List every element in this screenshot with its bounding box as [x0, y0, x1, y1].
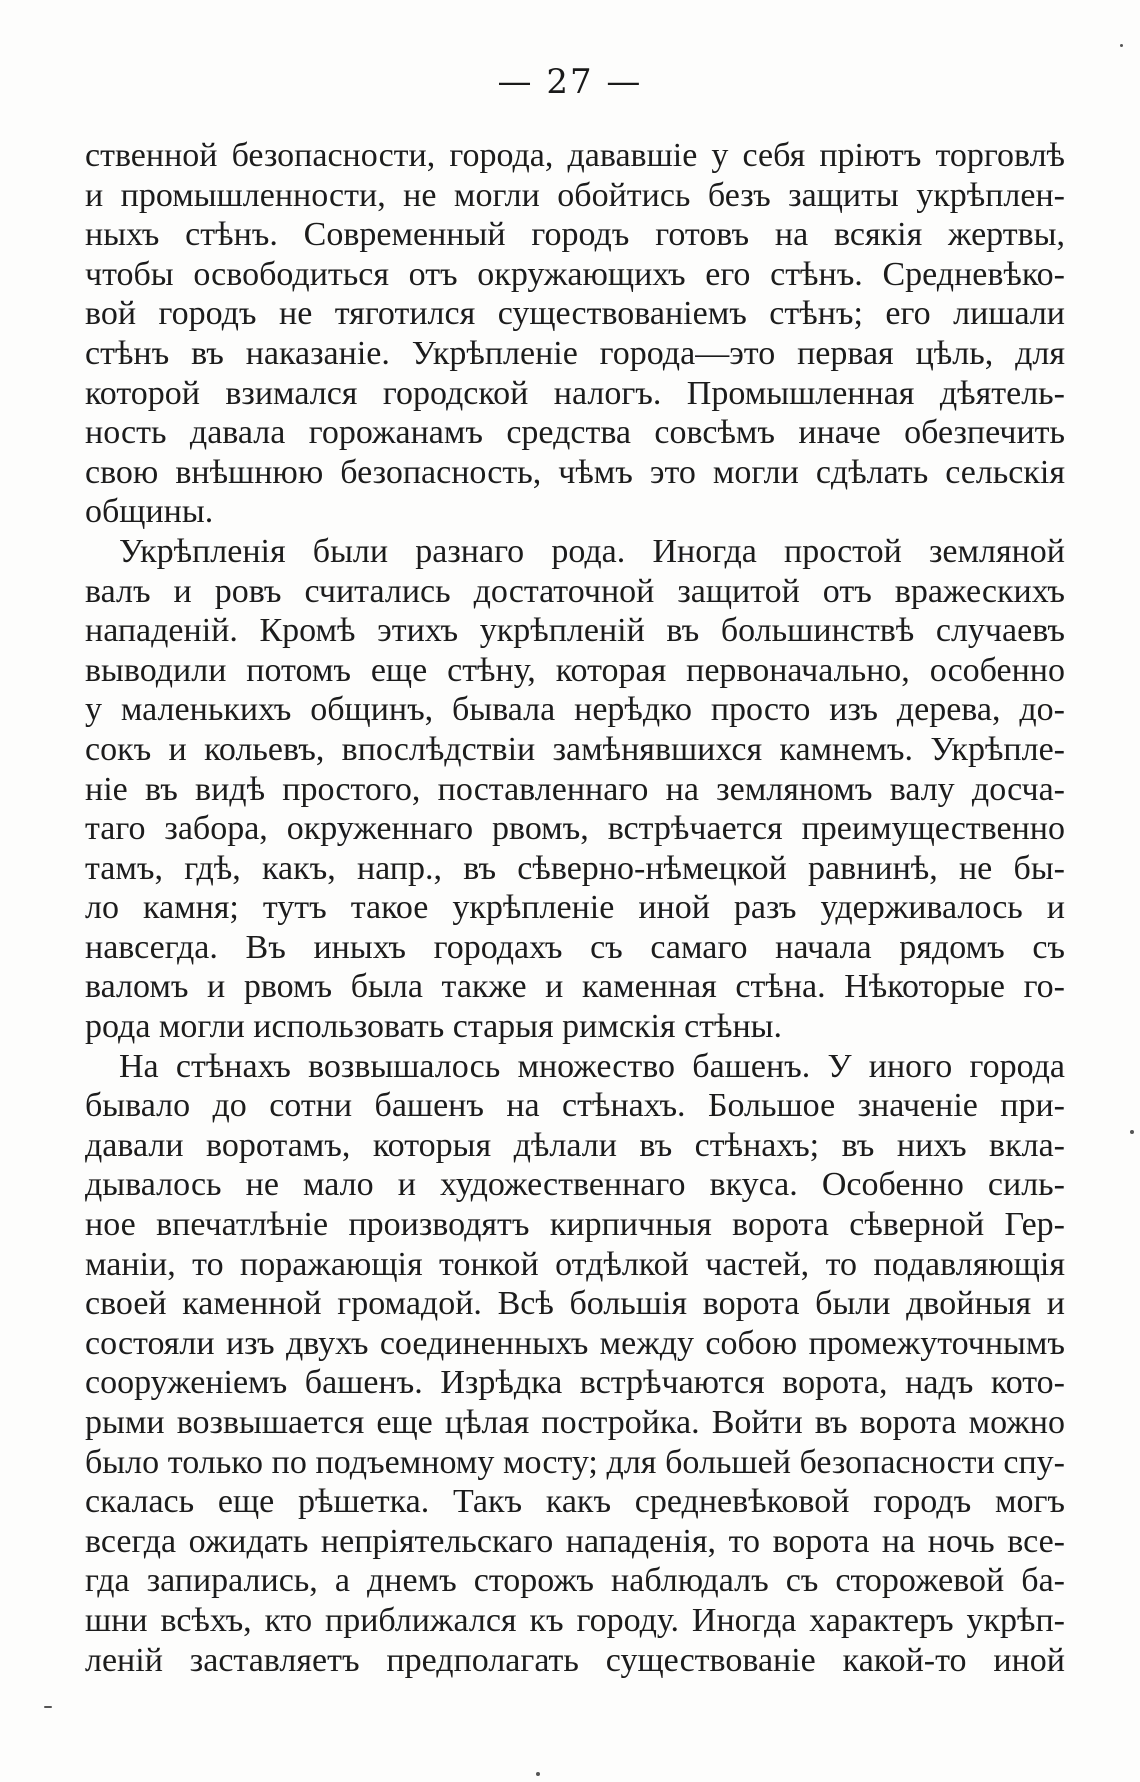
text-line: вой городъ не тяготился существованіемъ стѣнъ; его лишали [85, 295, 1065, 333]
text-line: тамъ, гдѣ, какъ, напр., въ сѣверно-нѣмецкой равнинѣ, не бы- [85, 849, 1065, 887]
text-line: у маленькихъ общинъ, бывала нерѣдко просто изъ дерева, до- [85, 691, 1065, 729]
text-line: валомъ и рвомъ была также и каменная стѣна. Нѣкоторые го- [85, 968, 1065, 1006]
text-line: скалась еще рѣшетка. Такъ какъ средневѣковой городъ могъ [85, 1483, 1065, 1521]
text-line: состояли изъ двухъ соединенныхъ между собою промежуточнымъ [85, 1324, 1065, 1362]
text-line: свою внѣшнюю безопасность, чѣмъ это могли сдѣлать сельскія [85, 453, 1065, 491]
text-line: общины. [85, 493, 214, 531]
body-text [85, 136, 1065, 1680]
text-line: было только по подъемному мосту; для большей безопасности спу- [85, 1443, 1065, 1481]
text-line: Укрѣпленія были разнаго рода. Иногда простой земляной [119, 532, 1065, 570]
text-line: На стѣнахъ возвышалось множество башенъ. У иного города [119, 1047, 1065, 1085]
text-line: рыми возвышается еще цѣлая постройка. Войти въ ворота можно [85, 1404, 1065, 1441]
text-line: шни всѣхъ, кто приближался къ городу. Иногда характеръ укрѣп- [85, 1601, 1065, 1639]
page-number: — 27 — [497, 62, 643, 102]
text-line: выводили потомъ еще стѣну, которая первоначально, особенно [85, 651, 1065, 689]
text-line: ное впечатлѣніе производятъ кирпичныя ворота сѣверной Гер- [85, 1206, 1065, 1244]
print-speck [44, 1706, 52, 1708]
print-speck [536, 1772, 540, 1776]
text-line: маніи, то поражающія тонкой отдѣлкой частей, то подавляющія [85, 1245, 1065, 1283]
text-line: чтобы освободиться отъ окружающихъ его стѣнъ. Средневѣко- [85, 255, 1065, 293]
paragraph-1 [85, 136, 1065, 532]
text-line: дывалось не мало и художественнаго вкуса. Особенно силь- [85, 1166, 1065, 1204]
text-line: ность давала горожанамъ средства совсѣмъ иначе обезпечить [85, 414, 1065, 452]
print-speck [1120, 44, 1123, 47]
paragraph-3 [85, 1047, 1065, 1681]
text-line: рода могли использовать старыя римскія стѣны. [85, 1008, 783, 1046]
text-line: и промышленности, не могли обойтись безъ защиты укрѣплен- [85, 176, 1065, 214]
text-line: гда запирались, а днемъ сторожъ наблюдалъ съ сторожевой ба- [85, 1562, 1065, 1600]
text-line: всегда ожидать непріятельскаго нападенія, то ворота на ночь все- [85, 1522, 1065, 1560]
text-line: ственной безопасности, города, дававшіе у себя пріютъ торговлѣ [85, 137, 1065, 174]
text-line: ло камня; тутъ такое укрѣпленіе иной разъ удерживалось и [85, 889, 1065, 927]
paragraph-2 [85, 532, 1065, 1047]
text-line: ныхъ стѣнъ. Современный городъ готовъ на всякія жертвы, [85, 216, 1065, 254]
text-line: ніе въ видѣ простого, поставленнаго на земляномъ валу досча- [85, 770, 1065, 808]
text-line: стѣнъ въ наказаніе. Укрѣпленіе города—это первая цѣль, для [85, 334, 1065, 372]
text-line: бывало до сотни башенъ на стѣнахъ. Большое значеніе при- [85, 1087, 1065, 1125]
text-line: леній заставляетъ предполагать существованіе какой-то иной [85, 1641, 1065, 1679]
text-line: навсегда. Въ иныхъ городахъ съ самаго начала рядомъ съ [85, 928, 1065, 966]
text-line: давали воротамъ, которыя дѣлали въ стѣнахъ; въ нихъ вкла- [85, 1126, 1065, 1164]
print-speck [1130, 1130, 1134, 1134]
text-line: таго забора, окруженнаго рвомъ, встрѣчается преимущественно [85, 810, 1065, 848]
text-line: сооруженіемъ башенъ. Изрѣдка встрѣчаются ворота, надъ кото- [85, 1364, 1065, 1402]
text-line: сокъ и кольевъ, впослѣдствіи замѣнявшихся камнемъ. Укрѣпле- [85, 730, 1065, 768]
text-line: своей каменной громадой. Всѣ большія ворота были двойныя и [85, 1285, 1065, 1323]
text-line: валъ и ровъ считались достаточной защитой отъ вражескихъ [85, 572, 1065, 610]
text-line: которой взимался городской налогъ. Промышленная дѣятель- [85, 374, 1065, 412]
text-line: нападеній. Кромѣ этихъ укрѣпленій въ большинствѣ случаевъ [85, 612, 1065, 650]
